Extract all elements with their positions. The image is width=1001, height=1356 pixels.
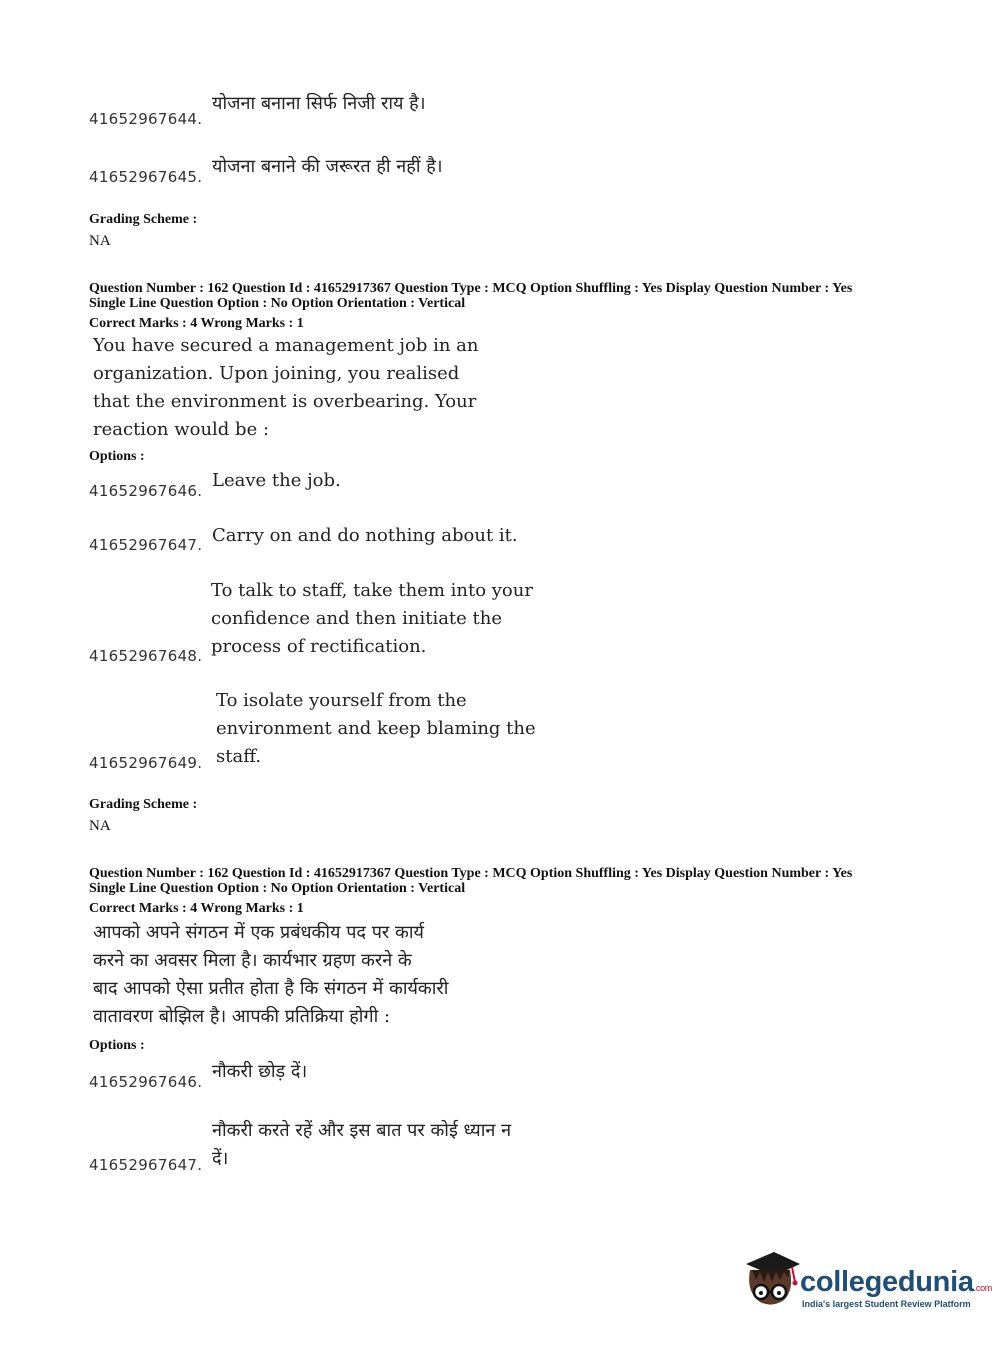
question-meta-line: Question Number : 162 Question Id : 41652917367 Question Type : MCQ Option Shuffling : Yes Display Question Number : Yes	[89, 866, 853, 881]
question-text-line: that the environment is overbearing. Your	[93, 391, 477, 412]
question-marks: Correct Marks : 4 Wrong Marks : 1	[89, 901, 304, 916]
question-text-line: आपको अपने संगठन में एक प्रबंधकीय पद पर कार्य	[93, 922, 424, 943]
option-id: 41652967647.	[89, 536, 203, 554]
grading-scheme-label: Grading Scheme :	[89, 797, 198, 812]
option-text-line: To isolate yourself from the	[216, 690, 467, 711]
question-text-line: वातावरण बोझिल है। आपकी प्रतिक्रिया होगी :	[93, 1006, 391, 1027]
option-text-line: To talk to staff, take them into your	[211, 580, 533, 601]
question-text	[93, 332, 478, 444]
option-text-line: environment and keep blaming the	[216, 718, 536, 739]
option-id: 41652967646.	[89, 482, 203, 500]
logo-suffix: .com	[973, 1283, 992, 1293]
grading-scheme-value: NA	[89, 818, 111, 834]
question-meta-line: Question Number : 162 Question Id : 41652917367 Question Type : MCQ Option Shuffling : Yes Display Question Number : Yes	[89, 281, 853, 296]
grading-scheme-value: NA	[89, 233, 111, 249]
question-meta-line: Single Line Question Option : No Option Orientation : Vertical	[89, 296, 466, 311]
collegedunia-logo	[740, 1248, 992, 1312]
option-text	[211, 577, 533, 661]
option-id: 41652967645.	[89, 168, 203, 186]
option-id: 41652967646.	[89, 1073, 203, 1091]
question-text-line: करने का अवसर मिला है। कार्यभार ग्रहण करने के	[93, 950, 412, 971]
question-text-line: organization. Upon joining, you realised	[93, 363, 460, 384]
option-text-line: नौकरी करते रहें और इस बात पर कोई ध्यान न	[212, 1120, 512, 1141]
options-label: Options :	[89, 1038, 145, 1053]
logo-name: collegedunia	[800, 1266, 974, 1298]
option-text-line: दें।	[212, 1148, 229, 1169]
option-id: 41652967649.	[89, 754, 203, 772]
question-marks: Correct Marks : 4 Wrong Marks : 1	[89, 316, 304, 331]
question-text	[93, 919, 448, 1031]
question-text-line: reaction would be :	[93, 419, 270, 440]
option-text: योजना बनाने की जरूरत ही नहीं है।	[212, 156, 443, 177]
mascot-icon	[740, 1248, 802, 1312]
option-text	[212, 467, 341, 495]
option-text	[216, 687, 536, 771]
grading-scheme-label: Grading Scheme :	[89, 212, 198, 227]
option-text-line: Leave the job.	[212, 470, 341, 491]
options-label: Options :	[89, 449, 145, 464]
option-text	[212, 1117, 511, 1173]
logo-wordmark	[800, 1266, 992, 1299]
option-text: योजना बनाना सिर्फ निजी राय है।	[212, 93, 426, 114]
option-text-line: नौकरी छोड़ दें।	[212, 1061, 308, 1082]
option-text	[212, 522, 518, 550]
logo-tagline: India's largest Student Review Platform	[802, 1299, 971, 1309]
option-id: 41652967647.	[89, 1156, 203, 1174]
option-text-line: confidence and then initiate the	[211, 608, 503, 629]
question-meta-line: Single Line Question Option : No Option Orientation : Vertical	[89, 881, 466, 896]
question-text-line: You have secured a management job in an	[93, 335, 479, 356]
option-text-line: staff.	[216, 746, 262, 767]
option-id: 41652967648.	[89, 647, 203, 665]
question-text-line: बाद आपको ऐसा प्रतीत होता है कि संगठन में कार्यकारी	[93, 978, 449, 999]
option-text-line: process of rectification.	[211, 636, 427, 657]
option-id: 41652967644.	[89, 110, 203, 128]
option-text	[212, 1058, 307, 1086]
option-text-line: Carry on and do nothing about it.	[212, 525, 518, 546]
